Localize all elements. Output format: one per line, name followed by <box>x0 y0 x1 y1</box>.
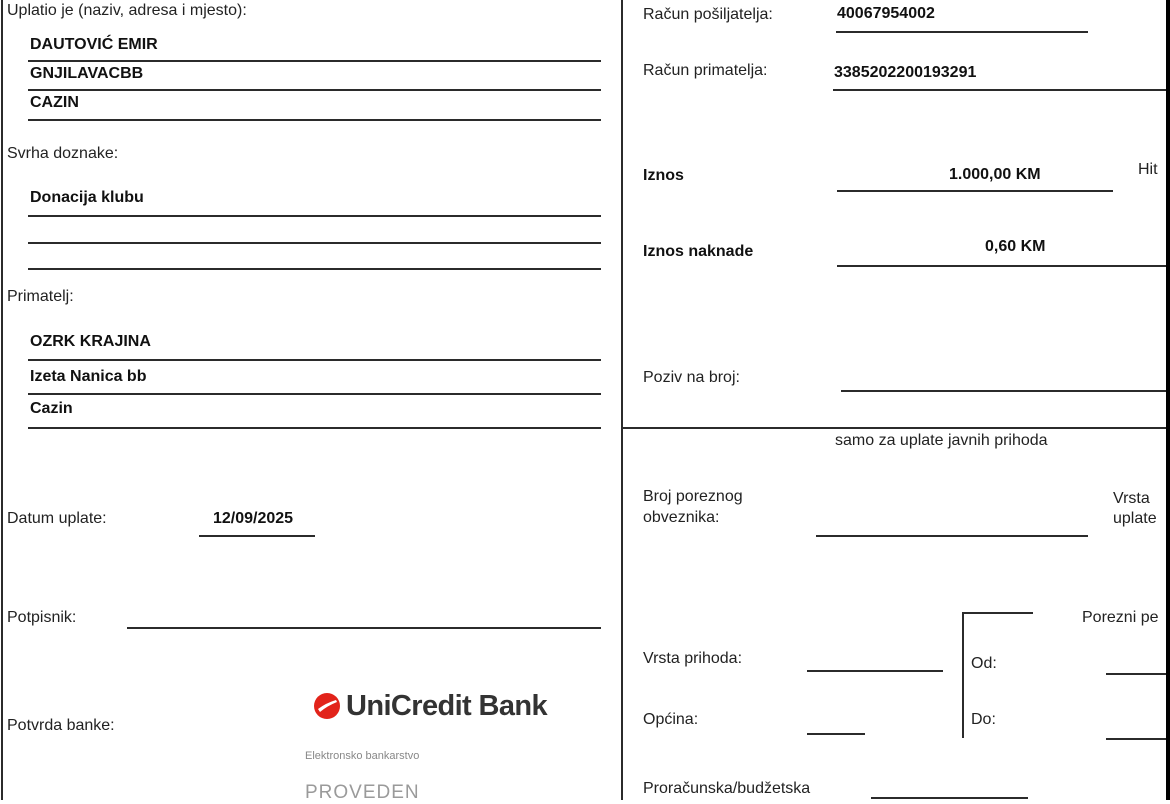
payer-address: GNJILAVACBB <box>30 65 144 82</box>
date-label: Datum uplate: <box>7 510 107 527</box>
tax-id-line <box>816 535 1088 537</box>
municipality-line <box>807 733 865 735</box>
payer-name: DAUTOVIĆ EMIR <box>30 36 158 53</box>
date-value: 12/09/2025 <box>213 510 294 527</box>
tax-id-label-1: Broj poreznog <box>643 488 743 505</box>
right-section-divider <box>621 427 1167 429</box>
payer-line-1 <box>28 60 601 62</box>
recipient-account-line <box>833 89 1167 91</box>
signatory-label: Potpisnik: <box>7 609 77 626</box>
purpose-line-2 <box>28 242 601 244</box>
payer-label: Uplatio je (naziv, adresa i mjesto): <box>7 2 247 19</box>
date-line <box>199 535 315 537</box>
payer-city: CAZIN <box>30 94 79 111</box>
to-line <box>1106 738 1167 740</box>
recipient-city: Cazin <box>30 400 73 417</box>
stamp-text: PROVEDEN <box>305 782 420 803</box>
recipient-line-3 <box>28 427 601 429</box>
fee-line <box>837 265 1167 267</box>
amount-value: 1.000,00 KM <box>949 166 1041 183</box>
tax-id-label-2: obveznika: <box>643 509 720 526</box>
left-border <box>1 0 3 800</box>
bank-sub-label: Elektronsko bankarstvo <box>305 750 420 762</box>
revenue-type-label: Vrsta prihoda: <box>643 650 743 667</box>
purpose-label: Svrha doznake: <box>7 145 119 162</box>
budget-label: Proračunska/budžetska <box>643 780 811 797</box>
payment-type-label-1: Vrsta <box>1113 490 1150 507</box>
recipient-address: Izeta Nanica bb <box>30 368 147 385</box>
payer-line-2 <box>28 89 601 91</box>
period-box-top <box>962 612 1033 614</box>
payment-type-label-2: uplate <box>1113 510 1157 527</box>
tax-period-label: Porezni pe <box>1082 609 1159 626</box>
fee-value: 0,60 KM <box>985 238 1046 255</box>
sender-account-line <box>836 31 1088 33</box>
reference-label: Poziv na broj: <box>643 369 740 386</box>
public-revenue-label: samo za uplate javnih prihoda <box>835 432 1048 449</box>
from-label: Od: <box>971 655 997 672</box>
fee-label: Iznos naknade <box>643 243 754 260</box>
urgent-label: Hit <box>1138 161 1158 178</box>
bank-confirm-label: Potvrda banke: <box>7 717 115 734</box>
signatory-line <box>127 627 601 629</box>
from-line <box>1106 673 1167 675</box>
unicredit-logo-icon <box>312 691 342 721</box>
reference-line <box>841 390 1167 392</box>
bank-logo <box>312 686 547 726</box>
recipient-name: OZRK KRAJINA <box>30 333 151 350</box>
purpose-text: Donacija klubu <box>30 189 144 206</box>
budget-line <box>871 797 1028 799</box>
to-label: Do: <box>971 711 996 728</box>
period-box-left <box>962 612 964 738</box>
municipality-label: Općina: <box>643 711 699 728</box>
revenue-type-line <box>807 670 943 672</box>
amount-label: Iznos <box>643 167 684 184</box>
center-divider <box>621 0 623 800</box>
bank-logo-text: UniCredit Bank <box>346 689 548 722</box>
recipient-account-label: Račun primatelja: <box>643 62 768 79</box>
amount-line <box>837 190 1113 192</box>
recipient-label: Primatelj: <box>7 288 74 305</box>
purpose-line-3 <box>28 268 601 270</box>
sender-account-value: 40067954002 <box>837 5 935 22</box>
recipient-account-value: 3385202200193291 <box>834 64 977 81</box>
purpose-line-1 <box>28 215 601 217</box>
payer-line-3 <box>28 119 601 121</box>
right-edge-bar <box>1166 0 1170 800</box>
sender-account-label: Račun pošiljatelja: <box>643 6 773 23</box>
recipient-line-1 <box>28 359 601 361</box>
recipient-line-2 <box>28 393 601 395</box>
